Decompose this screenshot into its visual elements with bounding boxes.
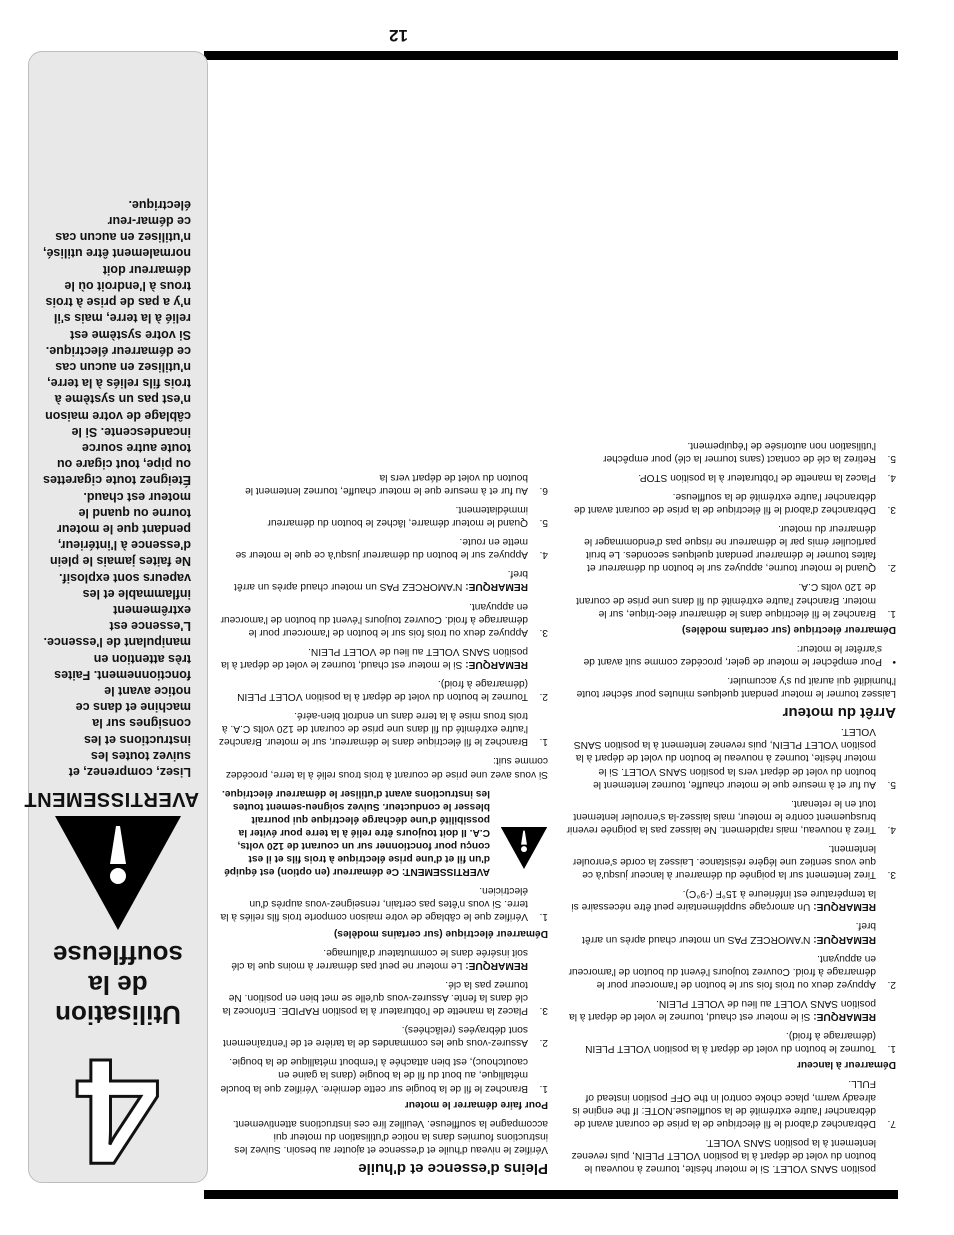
list-item: 2. Quand le moteur tourne, appuyez sur le bouton du démarreur et faites tourner le démarreur pendant quelques secondes. Le bruit particulier émis par le démarreur ne risque pas d'endommager le démarreur du moteur. [584,523,896,574]
start-engine-heading: Pour faire démarrer le moteur [404,1098,548,1110]
warning-text: Lisez, comprenez, et suivez toutes les instructions et les consignes sur la machine et dans ce notice avant le fonctionnement. Faites très attention en manipulant de l'essence. L'essence est extrêmement inflammable et les vapeurs sont explosif. Ne faites jamais le plein d'essence à l'intérieur, pendant que le moteur tourne ou quand le moteur est chaud. Éteignez toute cigarettes ou pipe, tout cigare ou toute autre source incandescente. Si le câblage de votre maison n'est pas un système à trois fils reliés à la terre, n'utilisez en aucun cas ce démarreur électrique. Si votre système est relié à la terre, mais s'il n'y a pas de prise à trois trous à l'endroit où le démarreur doit normalement être utilisé, n'utilisez en aucun cas ce démar-reur électrique. [43,197,191,779]
list-item: 5. Quand le moteur démarre, lâchez le bouton du démarreur immédiatement. [267,503,548,529]
start-steps [218,978,548,1095]
list-item: 1. Branchez le fil de la bougie sur cette dernière. Vérifiez que la boucle métallique, au bout du fil de la bougie (dans la gaine en caoutchouc), est bien attachée à l'embout métallique de la bougie. [220,1056,548,1094]
list-item: 1. Vérifiez que le câblage de votre maison comporte trois fils reliés à la terre. Si vous n'êtes pas certain, renseignez-vous auprès d'un électricien. [220,885,548,923]
recoil-primer-steps [566,952,896,991]
stop-intro: Laissez tourner le moteur pendant quelques minutes pour sécher toute l'humidité qui aurait pu s'y accumuler. [576,675,896,700]
note-no-prime: REMARQUE: N'AMORCEZ PAS un moteur chaud après un arrêt bref. [582,920,876,945]
list-item: 7. Débranchez d'abord le fil électrique de la prise de courant avant de débrancher l'autre extrémité de la souffleuse.NOTE: If the engine is already warm, place choke control in the OFF position instead of FULL. [572,1078,896,1129]
recoil-starter-heading: Démarreur à lanceur [796,1059,896,1071]
stop-engine-heading: Arrêt du moteur [782,704,896,722]
primer-steps [218,599,548,638]
stop-bullet: • Pour empêcher le moteur de geler, procédez comme suit avant de s'arrêter le moteur: [583,642,896,667]
electric-starter-heading: Démarreur électrique (sur certains modèles) [333,927,548,939]
stop-electric-heading: Démarreur électrique (sur certains modèles) [681,623,896,635]
list-item: 2. Assurez-vous que les commandes de la tarière et de l'entraînement sont débrayées (relâchées). [223,1024,548,1049]
recoil-pull-steps [566,725,896,881]
fuel-oil-heading: Pleins d'essence et d'huile [358,1160,548,1177]
note-extra-prime: REMARQUE: Un amorçage supplémentaire peut être nécessaire si la température est inférieure à 15°F (-9°C). [571,888,876,913]
top-rule [204,1190,898,1199]
list-item: 1. Branchez le fil électrique dans le démarreur, sur le moteur. Branchez l'autre extrémité du fil dans une prise de courant de 120 volts C.A. à trois trous mise à la terre dans un endroit bien-aéré. [218,710,548,748]
grounded-outlet-para: Si vous avez une prise de courant à trois trous relié à la terre, procédez comme suit: [225,755,548,780]
fuel-intro: Vérifiez le niveau d'huile et d'essence et ajouter au besoin. Suivez les instructions fournies dans la notice d'utilisation du moteur qui accompagne la souffleuse. Veuillez lire ces instructions attentivement. [232,1117,548,1155]
list-item: 3. Placez la manette de l'obturateur à la position RAPIDE. Enfoncez la clé dans la fente. Assurez-vous qu'elle se met bien en position. Ne tournez pas la clé. [222,978,548,1017]
list-item: 6. Au fur et à mesure que le moteur chauffe, tournez lentement le bouton du volet de départ vers la [245,471,548,496]
outlet-steps [218,677,548,748]
note-no-prime: REMARQUE: N'AMORCEZ PAS un moteur chaud après un arrêt bref. [234,568,528,593]
list-item: 3. Tirez lentement sur la poignée du démarreur à lanceur jusqu'à ce que vous sentiez une légère résistance. Laissez la corde s'enrouler lentement. [572,843,896,881]
warning-triangle-icon [500,826,548,870]
list-item: 3. Appuyez deux ou trois fois sur le bouton de l'amorceur pour le démarrage à froid. Couvrez toujours l'évent du bouton de l'amorceur en appuyant. [220,600,548,638]
electric-steps [218,884,548,923]
chapter-number: 4 [76,1028,160,1196]
warning-triangle-icon [53,814,183,932]
starter-steps [218,471,548,562]
electric-warning [218,787,548,879]
middle-column [218,465,548,1175]
list-item: 4. Placez la manette de l'obturateur à la position STOP. [638,471,896,483]
list-item: 1. Branchez le fil électrique dans le démarreur élec-trique, sur le moteur. Branchez l'autre extrémité du fil dans une prise de courant de 120 volts C.A. [576,581,896,619]
note-warm-engine: REMARQUE: Si le moteur est chaud, tournez le volet de départ à la position SANS VOLET au lieu de VOLET PLEIN. [221,645,528,670]
chapter-title: Utilisation de la souffleuse [52,940,184,1030]
note-key: REMARQUE: Le moteur ne peut pas démarrer à moins que la clé soit insérée dans le commutateur d'allumage. [231,946,528,971]
list-item: 1. Tournez le bouton du volet de départ à la position VOLET PLEIN (démarrage à froid). [585,1030,896,1055]
list-item: 2. Appuyez deux ou trois fois sur le bouton de l'amorceur pour le démarrage à froid. Couvrez toujours l'évent du bouton de l'amorceur en appuyant. [568,952,896,990]
list-item: 4. Appuyez sur le bouton du démarreur jusqu'à ce que le moteur se mette en route. [235,536,548,561]
list-item: 5. Retirez la clé de contact (sans tourner la clé) pour empêcher l'utilisation non autorisée de l'équipement. [603,439,896,464]
bottom-rule [204,51,898,60]
list-item: 3. Débranchez d'abord le fil électrique de la prise de courant avant de débrancher l'autre extrémité de la souffleuse. [573,490,896,515]
page-number: 12 [389,26,408,45]
note-warm-engine: REMARQUE: Si le moteur est chaud, tournez le volet de départ à la position SANS VOLET au lieu de VOLET PLEIN. [569,997,876,1023]
list-item: 2. Tournez le bouton du volet de départ à la position VOLET PLEIN (démarrage à froid). [237,678,548,703]
stop-steps [566,439,896,620]
electric-warning-text: AVERTISSEMENT: Ce démarreur (en option) est équipé d'un fil et d'une prise électrique à trois fils et il est conçu pour fonctionner sur un courant de 120 volts, C.A. Il doit toujours être relié à la terre pour éviter la possibilité d'une décharge électrique qui pourrait blesser le conducteur. Suivez soigneu-sement toutes les instructions avant d'utiliser le démarreur électrique. [222,787,490,878]
continued-text: position SANS VOLET. Si le moteur hésite, tournez à nouveau le bouton du volet de départ à la position VOLET PLEIN, puis revenez lentement à la position SANS VOLET. [571,1136,876,1174]
warning-heading: AVERTISSEMENT [23,788,199,810]
list-item: 5. Au fur et à mesure que le moteur chauffe, tournez lentement le bouton du volet de départ vers la position SANS VOLET. Si le moteur hésite, tournez à nouveau le bouton du volet de départ à la position VOLET PLEIN, puis revenez lentement à la position SANS VOLET. [573,726,896,790]
left-column [566,433,896,1176]
list-item: 4. Tirez à nouveau, mais rapidement. Ne laissez pas la poignée revenir brusquement contre le moteur, mais laissez-la s'enrouler lentement tout en le retenant. [566,797,896,835]
chapter-sidebar [23,51,208,1196]
recoil-steps [566,1029,896,1055]
